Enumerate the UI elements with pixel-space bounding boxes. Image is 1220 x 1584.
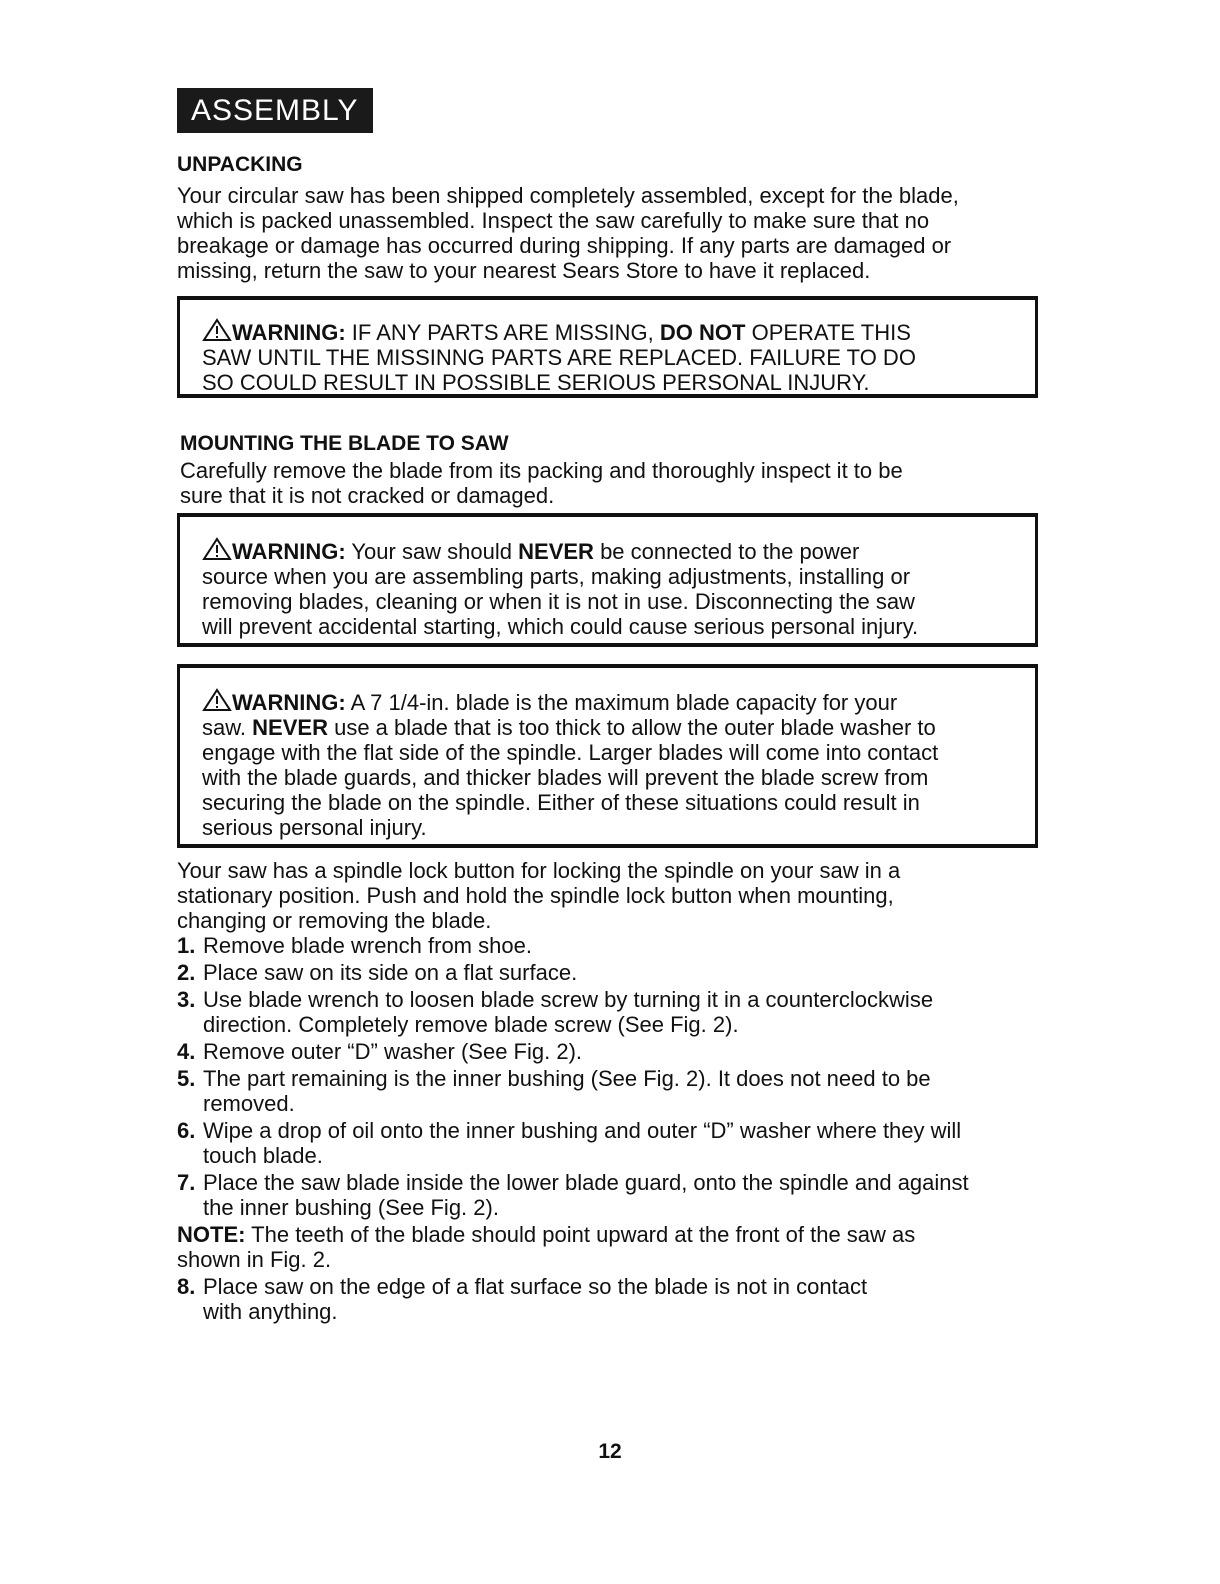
note-label: NOTE: bbox=[177, 1222, 246, 1247]
mounting-line: Carefully remove the blade from its packing and thoroughly inspect it to be bbox=[180, 458, 903, 483]
warning-text: Your saw should bbox=[351, 539, 513, 564]
step-text: Remove outer “D” washer (See Fig. 2). bbox=[203, 1039, 583, 1064]
warning-text: securing the blade on the spindle. Either of these situations could result in bbox=[202, 790, 920, 815]
list-item bbox=[177, 1170, 1047, 1220]
warning-label: WARNING: bbox=[232, 690, 346, 715]
step-text: Use blade wrench to loosen blade screw by turning it in a counterclockwise direction. Completely remove blade screw (See Fig. 2). bbox=[203, 987, 934, 1037]
step-text: Wipe a drop of oil onto the inner bushing and outer “D” washer where they will touch blade. bbox=[203, 1118, 962, 1168]
warning-text: serious personal injury. bbox=[202, 815, 427, 840]
step-number: 5. bbox=[177, 1066, 196, 1091]
step-number: 7. bbox=[177, 1170, 196, 1195]
step-number: 6. bbox=[177, 1118, 196, 1143]
warning-text: OPERATE THIS bbox=[751, 320, 911, 345]
warning-emphasis: NEVER bbox=[518, 539, 594, 564]
note bbox=[177, 1222, 977, 1272]
mounting-line: sure that it is not cracked or damaged. bbox=[180, 483, 555, 508]
step-text: Remove blade wrench from shoe. bbox=[203, 933, 532, 958]
warning-text: use a blade that is too thick to allow the outer blade washer to bbox=[334, 715, 936, 740]
warning-emphasis: DO NOT bbox=[659, 320, 746, 345]
step-text: Place the saw blade inside the lower blade guard, onto the spindle and against the inner bushing (See Fig. 2). bbox=[203, 1170, 969, 1220]
list-item bbox=[177, 1039, 1047, 1064]
step-text: Place saw on the edge of a flat surface so the blade is not in contact with anything. bbox=[203, 1274, 868, 1324]
step-number: 2. bbox=[177, 960, 196, 985]
steps-list bbox=[177, 933, 1047, 1326]
warning-text: engage with the flat side of the spindle. Larger blades will come into contact bbox=[202, 740, 939, 765]
unpacking-line: missing, return the saw to your nearest Sears Store to have it replaced. bbox=[177, 258, 871, 283]
list-item bbox=[177, 1118, 1047, 1168]
mounting-heading: MOUNTING THE BLADE TO SAW bbox=[180, 432, 509, 455]
warning-text: will prevent accidental starting, which could cause serious personal injury. bbox=[202, 614, 919, 639]
list-item bbox=[177, 987, 1047, 1037]
warning-text: IF ANY PARTS ARE MISSING, bbox=[351, 320, 654, 345]
step-number: 8. bbox=[177, 1274, 196, 1299]
warning-box-power-source bbox=[177, 513, 1038, 647]
unpacking-line: breakage or damage has occurred during shipping. If any parts are damaged or bbox=[177, 233, 952, 258]
unpacking-line: which is packed unassembled. Inspect the saw carefully to make sure that no bbox=[177, 208, 930, 233]
page-number: 12 bbox=[598, 1440, 622, 1463]
warning-text: saw. bbox=[202, 715, 247, 740]
step-number: 1. bbox=[177, 933, 196, 958]
list-item bbox=[177, 1066, 1047, 1116]
note-text: The teeth of the blade should point upward at the front of the saw as shown in Fig. 2. bbox=[177, 1222, 916, 1272]
spindle-lock-paragraph bbox=[177, 858, 1057, 933]
warning-label: WARNING: bbox=[232, 320, 346, 345]
warning-triangle-icon bbox=[202, 688, 232, 712]
warning-text: SAW UNTIL THE MISSINNG PARTS ARE REPLACED. FAILURE TO DO bbox=[202, 345, 916, 370]
warning-emphasis: NEVER bbox=[252, 715, 328, 740]
warning-box-missing-parts bbox=[177, 296, 1038, 398]
warning-box-blade-capacity bbox=[177, 664, 1038, 848]
spindle-line: changing or removing the blade. bbox=[177, 908, 492, 933]
section-banner: ASSEMBLY bbox=[177, 88, 373, 133]
unpacking-line: Your circular saw has been shipped completely assembled, except for the blade, bbox=[177, 183, 959, 208]
warning-text: be connected to the power bbox=[600, 539, 860, 564]
step-number: 3. bbox=[177, 987, 196, 1012]
warning-text: removing blades, cleaning or when it is not in use. Disconnecting the saw bbox=[202, 589, 915, 614]
warning-label: WARNING: bbox=[232, 539, 346, 564]
unpacking-heading: UNPACKING bbox=[177, 153, 303, 176]
warning-text: source when you are assembling parts, making adjustments, installing or bbox=[202, 564, 911, 589]
warning-triangle-icon bbox=[202, 318, 232, 342]
mounting-paragraph bbox=[180, 458, 1060, 508]
warning-text: SO COULD RESULT IN POSSIBLE SERIOUS PERSONAL INJURY. bbox=[202, 370, 870, 395]
spindle-line: Your saw has a spindle lock button for locking the spindle on your saw in a bbox=[177, 858, 901, 883]
warning-text: with the blade guards, and thicker blades will prevent the blade screw from bbox=[202, 765, 929, 790]
list-item bbox=[177, 1274, 1047, 1324]
list-item bbox=[177, 933, 1047, 958]
warning-text: A 7 1/4-in. blade is the maximum blade capacity for your bbox=[350, 690, 898, 715]
step-text: Place saw on its side on a flat surface. bbox=[203, 960, 578, 985]
step-number: 4. bbox=[177, 1039, 196, 1064]
warning-triangle-icon bbox=[202, 537, 232, 561]
unpacking-paragraph bbox=[177, 183, 1077, 283]
list-item bbox=[177, 960, 1047, 985]
step-text: The part remaining is the inner bushing (See Fig. 2). It does not need to be removed. bbox=[203, 1066, 931, 1116]
spindle-line: stationary position. Push and hold the spindle lock button when mounting, bbox=[177, 883, 894, 908]
